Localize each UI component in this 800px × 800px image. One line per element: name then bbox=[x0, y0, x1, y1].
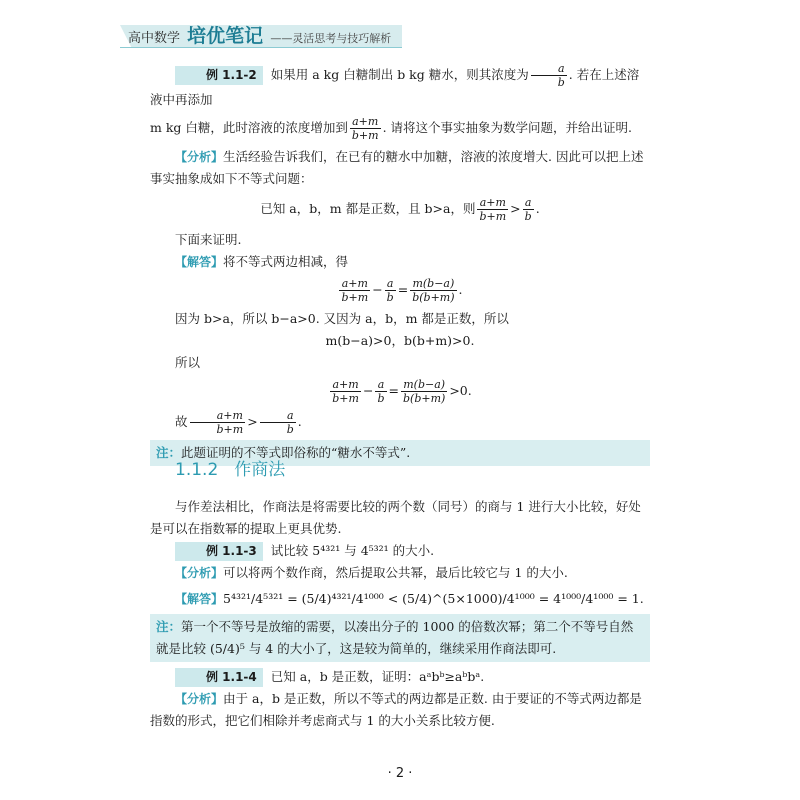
example-1-analysis bbox=[150, 146, 650, 190]
fraction bbox=[350, 115, 381, 142]
fraction bbox=[523, 196, 534, 223]
analysis-tag: 【分析】 bbox=[175, 566, 224, 580]
fraction-num: a bbox=[375, 378, 386, 392]
text: 故 bbox=[175, 414, 188, 429]
fraction bbox=[531, 62, 567, 89]
proof-intro: 下面来证明. bbox=[175, 232, 242, 247]
fraction-den: b bbox=[386, 291, 394, 304]
fraction-den: b+m bbox=[332, 392, 359, 405]
fraction bbox=[375, 378, 386, 405]
fraction-den: b bbox=[377, 392, 385, 405]
fraction-den: b bbox=[524, 210, 532, 223]
fraction bbox=[330, 378, 361, 405]
fraction-den: b(b+m) bbox=[412, 291, 455, 304]
fraction-den: b+m bbox=[351, 129, 379, 142]
analysis-text: 由于 a，b 是正数，所以不等式的两边都是正数. 由于要证的不等式两边都是指数的形式，把它们相除并考虑商式与 1 的大小关系比较方便. bbox=[150, 691, 642, 728]
header-title bbox=[128, 21, 391, 48]
therefore-line bbox=[150, 409, 650, 436]
symbol: − bbox=[362, 383, 374, 398]
symbol: > bbox=[247, 414, 258, 429]
solution-tag: 【解答】 bbox=[175, 592, 224, 606]
analysis-text: 生活经验告诉我们，在已有的糖水中加糖，溶液的浓度增大. 因此可以把上述事实抽象成如下不等式问题： bbox=[150, 149, 644, 186]
because-equation: m(b−a)>0，b(b+m)>0. bbox=[325, 333, 475, 348]
example-1-solution bbox=[150, 251, 650, 273]
fraction bbox=[477, 196, 508, 223]
analysis-tag: 【分析】 bbox=[175, 692, 224, 706]
example-1-statement-cont bbox=[150, 115, 650, 142]
fraction-num: a+m bbox=[350, 115, 381, 129]
header-left: 高中数学 bbox=[128, 31, 181, 46]
fraction bbox=[339, 277, 370, 304]
example-2-solution bbox=[150, 588, 650, 610]
text: m kg 白糖，此时溶液的浓度增加到 bbox=[150, 120, 348, 135]
fraction bbox=[385, 277, 396, 304]
symbol: = bbox=[388, 383, 399, 398]
example-1-statement bbox=[150, 62, 650, 111]
symbol: − bbox=[372, 282, 383, 297]
example-2-analysis bbox=[150, 562, 650, 584]
analysis-tag: 【分析】 bbox=[175, 150, 224, 164]
header-divider bbox=[120, 47, 402, 48]
fraction-num: a+m bbox=[477, 196, 508, 210]
example-2-statement bbox=[150, 540, 650, 562]
page-number: · 2 · bbox=[387, 766, 413, 781]
solution-equation: 5⁴³²¹/4⁵³²¹ = (5/4)⁴³²¹/4¹⁰⁰⁰ < (5/4)^(5×1000)/4¹⁰⁰⁰ = 4¹⁰⁰⁰/4¹⁰⁰⁰ = 1. bbox=[223, 591, 644, 606]
text: 已知 a，b，m 都是正数，且 b>a，则 bbox=[260, 201, 476, 216]
section-heading bbox=[175, 455, 301, 480]
fraction-num: a+m bbox=[339, 277, 370, 291]
fraction-den: b bbox=[557, 76, 565, 89]
fraction-num: a+m bbox=[330, 378, 361, 392]
symbol: > bbox=[510, 201, 521, 216]
symbol: . bbox=[458, 282, 463, 297]
fraction-num: m(b−a) bbox=[410, 277, 456, 291]
fraction-den: b(b+m) bbox=[402, 392, 446, 405]
symbol: = bbox=[397, 282, 409, 297]
example-label: 例 1.1-4 bbox=[175, 668, 263, 687]
text: . 请将这个事实抽象为数学问题，并给出证明. bbox=[382, 120, 633, 135]
note-box-2 bbox=[150, 614, 650, 662]
section-content bbox=[150, 496, 650, 732]
section-intro: 与作差法相比，作商法是将需要比较的两个数（同号）的商与 1 进行大小比较，好处是可以在指数幂的提取上更具优势. bbox=[150, 499, 641, 536]
note-text: 此题证明的不等式即俗称的“糖水不等式”. bbox=[181, 445, 411, 460]
fraction-num: a bbox=[260, 409, 296, 423]
fraction-num: m(b−a) bbox=[401, 378, 447, 392]
so-line: 所以 bbox=[175, 355, 201, 370]
example-3-statement bbox=[150, 666, 650, 688]
symbol: . bbox=[535, 201, 540, 216]
note-label: 注： bbox=[156, 619, 182, 634]
text: 如果用 a kg 白糖制出 b kg 糖水，则其浓度为 bbox=[270, 67, 529, 82]
note-label: 注： bbox=[156, 445, 182, 460]
fraction-num: a+m bbox=[190, 409, 246, 423]
text: . 若在上述溶液中再添加 bbox=[150, 67, 640, 107]
text: 已知 a，b 是正数，证明：aᵃbᵇ≥aᵇbᵃ. bbox=[270, 669, 485, 684]
equation-1 bbox=[150, 277, 650, 304]
fraction-num: a bbox=[523, 196, 534, 210]
page-content bbox=[150, 56, 650, 470]
page-header bbox=[0, 8, 800, 62]
solution-text: 将不等式两边相减，得 bbox=[223, 254, 349, 269]
fraction-den: b+m bbox=[479, 210, 507, 223]
example-label: 例 1.1-2 bbox=[175, 66, 263, 85]
symbol: . bbox=[297, 414, 302, 429]
fraction bbox=[410, 277, 456, 304]
fraction bbox=[401, 378, 447, 405]
note-text: 第一个不等号是放缩的需要，以凑出分子的 1000 的倍数次幂；第二个不等号自然就是比较 (5/4)⁵ 与 4 的大小了，这是较为简单的，继续采用作商法即可. bbox=[156, 619, 634, 656]
fraction-den: b bbox=[286, 423, 294, 436]
symbol: >0. bbox=[449, 383, 472, 398]
equation-2 bbox=[150, 378, 650, 405]
example-label: 例 1.1-3 bbox=[175, 542, 263, 561]
section-number: 1.1.2 bbox=[175, 460, 219, 480]
because-line: 因为 b>a，所以 b−a>0. 又因为 a，b，m 都是正数，所以 bbox=[175, 311, 509, 326]
fraction bbox=[190, 409, 246, 436]
example-3-analysis bbox=[150, 688, 650, 732]
fraction bbox=[260, 409, 296, 436]
fraction-num: a bbox=[531, 62, 567, 76]
fraction-num: a bbox=[385, 277, 396, 291]
header-brand: 培优笔记 bbox=[187, 25, 264, 47]
solution-tag: 【解答】 bbox=[175, 255, 224, 269]
inequality-statement bbox=[150, 196, 650, 223]
header-subtitle: ——灵活思考与技巧解析 bbox=[270, 32, 392, 45]
analysis-text: 可以将两个数作商，然后提取公共幂，最后比较它与 1 的大小. bbox=[223, 565, 568, 580]
text: 试比较 5⁴³²¹ 与 4⁵³²¹ 的大小. bbox=[270, 543, 435, 558]
fraction-den: b+m bbox=[216, 423, 244, 436]
fraction-den: b+m bbox=[341, 291, 369, 304]
section-title: 作商法 bbox=[234, 460, 286, 480]
